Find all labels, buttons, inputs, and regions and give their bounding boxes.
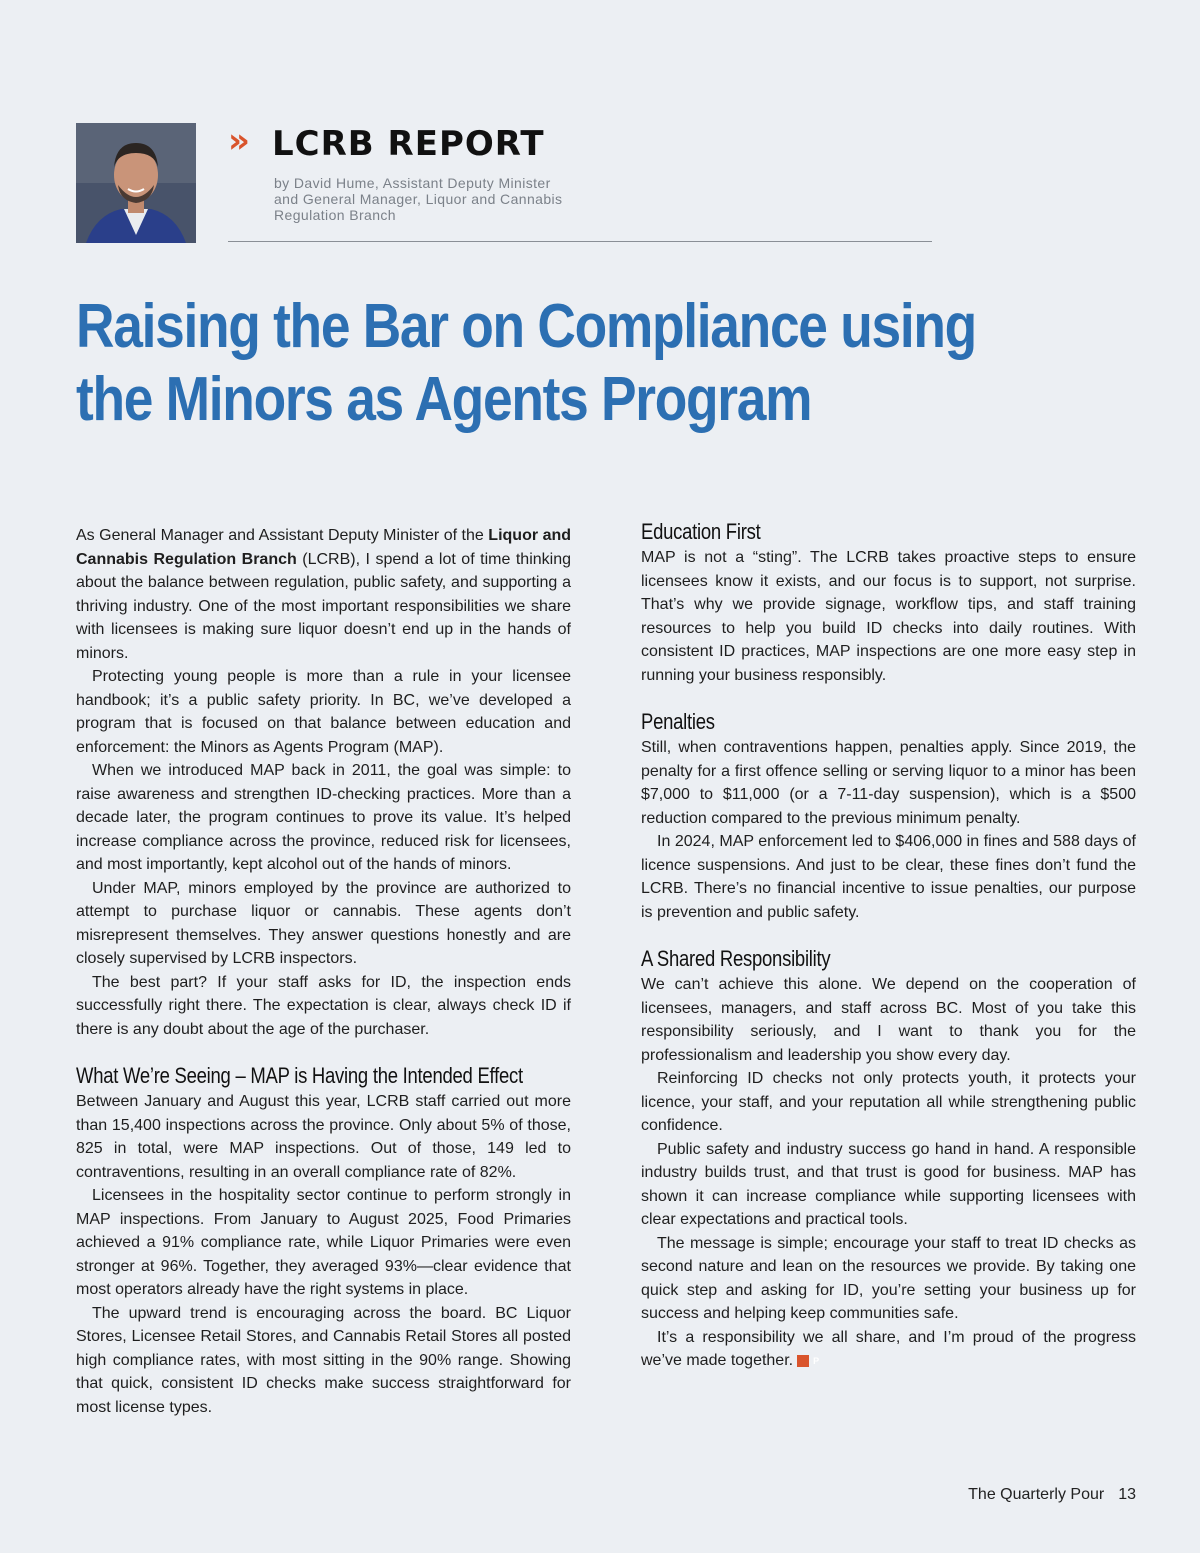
paragraph: We can’t achieve this alone. We depend on the cooperation of licensees, managers, and staff across BC. Most of you take this responsibility seriously, and I want to thank you for the professionalism and leadership you show every day. — [641, 976, 1136, 1064]
headline-line: Raising the Bar on Compliance using — [76, 292, 976, 361]
paragraph: Between January and August this year, LCRB staff carried out more than 15,400 inspections across the province. Only about 5% of those, 825 in total, were MAP inspections. Out of those, 149 led to contraventions, resulting in an overall compliance rate of 82%. — [76, 1093, 571, 1181]
right-column — [641, 518, 1136, 1373]
byline — [274, 175, 574, 223]
end-of-article-icon: P — [797, 1355, 809, 1367]
paragraph: Licensees in the hospitality sector continue to perform strongly in MAP inspections. From January to August 2025, Food Primaries achieved a 91% compliance rate, while Liquor Primaries were even stronger at 96%. Together, they averaged 93%—clear evidence that most operators already have the right systems in place. — [76, 1187, 571, 1298]
paragraph: Under MAP, minors employed by the province are authorized to attempt to purchase liquor or cannabis. These agents don’t misrepresent themselves. They answer questions honestly and are closely supervised by LCRB inspectors. — [76, 879, 571, 967]
article-headline — [76, 290, 976, 436]
paragraph-text: It’s a responsibility we all share, and I’m proud of the progress we’ve made together. — [641, 1328, 1136, 1369]
author-photo — [76, 123, 196, 243]
paragraph: In 2024, MAP enforcement led to $406,000 in fines and 588 days of licence suspensions. And just to be clear, these fines don’t fund the LCRB. There’s no financial incentive to issue penalties, our purpose is prevention and public safety. — [641, 833, 1136, 921]
paragraph-text: (LCRB), I spend a lot of time thinking about the balance between regulation, public safety, and supporting a thriving industry. One of the most important responsibilities we share with licensees is making sure liquor doesn’t end up in the hands of minors. — [76, 550, 571, 662]
paragraph: The best part? If your staff asks for ID, the inspection ends successfully right there. The expectation is clear, always check ID if there is any doubt about the age of the purchaser. — [76, 973, 571, 1038]
paragraph: MAP is not a “sting”. The LCRB takes proactive steps to ensure licensees know it exists, and our focus is to support, not surprise. That’s why we provide signage, workflow tips, and staff training resources to help you build ID checks into daily routines. With consistent ID practices, MAP inspections are one more easy step in running your business responsibly. — [641, 549, 1136, 684]
subheading-shared-responsibility: A Shared Responsibility — [641, 946, 831, 971]
paragraph: The message is simple; encourage your staff to treat ID checks as second nature and lean on the resources we provide. By taking one quick step and asking for ID, you’re setting your business up for success and helping keep communities safe. — [641, 1234, 1136, 1322]
paragraph: When we introduced MAP back in 2011, the goal was simple: to raise awareness and strengthen ID-checking practices. More than a decade later, the program continues to prove its value. It’s helped increase compliance across the province, reduced risk for licensees, and most importantly, kept alcohol out of the hands of minors. — [76, 762, 571, 873]
byline-line: and General Manager, Liquor and Cannabis — [274, 191, 563, 207]
paragraph — [76, 524, 571, 665]
byline-line: by David Hume, Assistant Deputy Minister — [274, 175, 551, 191]
paragraph: Protecting young people is more than a rule in your licensee handbook; it’s a public safety priority. In BC, we’ve developed a program that is focused on that balance between education and enforcement: the Minors as Agents Program (MAP). — [76, 668, 571, 756]
byline-line: Regulation Branch — [274, 207, 396, 223]
paragraph: The upward trend is encouraging across the board. BC Liquor Stores, Licensee Retail Stores, and Cannabis Retail Stores all posted high compliance rates, with most sitting in the 90% range. Showing that quick, consistent ID checks make success straightforward for most license types. — [76, 1304, 571, 1416]
paragraph-text: As General Manager and Assistant Deputy Minister of the — [76, 527, 489, 544]
subheading-what-were-seeing: What We’re Seeing – MAP is Having the Intended Effect — [76, 1063, 523, 1088]
headline-line: the Minors as Agents Program — [76, 365, 812, 434]
paragraph: Public safety and industry success go hand in hand. A responsible industry builds trust, and that trust is good for business. MAP has shown it can increase compliance while supporting licensees with clear expectations and practical tools. — [641, 1140, 1136, 1228]
publication-name: The Quarterly Pour — [968, 1486, 1105, 1503]
section-title: LCRB REPORT — [272, 124, 545, 164]
paragraph: Still, when contraventions happen, penalties apply. Since 2019, the penalty for a first offence selling or serving liquor to a minor has been $7,000 to $11,000 (or a 7-11-day suspension), which is a $500 reduction compared to the previous minimum penalty. — [641, 739, 1136, 827]
paragraph: Reinforcing ID checks not only protects youth, it protects your licence, your staff, and your reputation all while strengthening public confidence. — [641, 1070, 1136, 1134]
subheading-penalties: Penalties — [641, 709, 715, 734]
bold-branch-name: Liquor and Cannabis Regulation Branch — [76, 527, 572, 568]
page-footer — [968, 1486, 1136, 1504]
page-number: 13 — [1118, 1486, 1136, 1503]
paragraph — [641, 1326, 1136, 1373]
header-divider — [228, 241, 932, 242]
left-column — [76, 524, 571, 1419]
chevron-double-right-icon: » — [228, 121, 240, 161]
subheading-education-first: Education First — [641, 519, 761, 544]
